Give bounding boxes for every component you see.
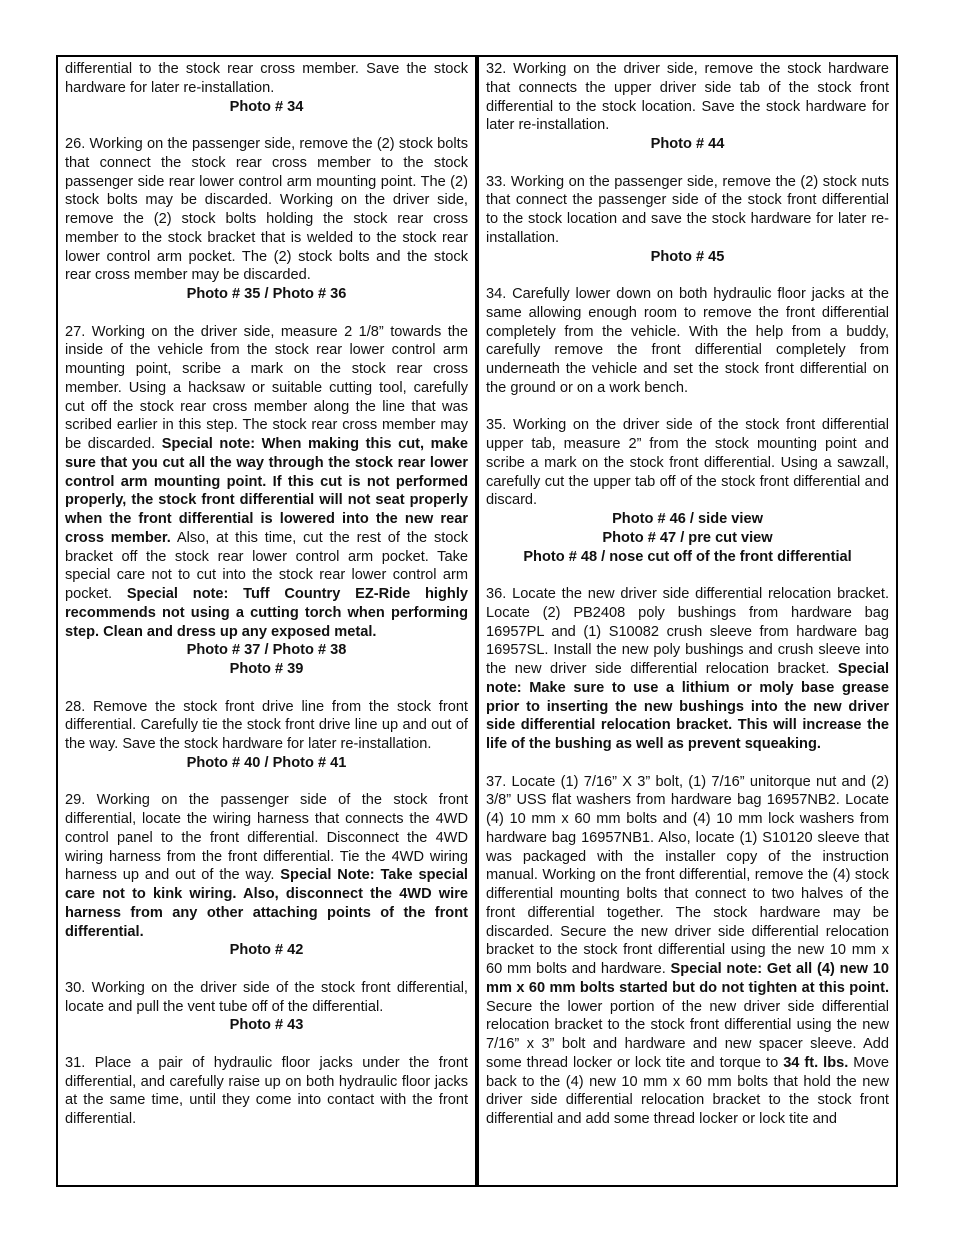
step-text: Secure the lower portion of the new driver side differential relocation bracket to the stock front differential using the new 7/16” x 3” bolt and hardware and new spacer sleeve. Add some thread locker or lock tite and torque to [486, 998, 889, 1071]
step-text: 30. Working on the driver side of the stock front differential, locate and pull the vent tube off of the differential. [65, 979, 468, 1015]
photo-label: Photo # 47 / pre cut view [602, 529, 773, 546]
step-36 [486, 585, 889, 754]
left-column [58, 57, 479, 1185]
photo-label: Photo # 46 / side view [612, 511, 763, 527]
photo-label: Photo # 48 / nose cut off of the front differential [523, 548, 852, 565]
step-text: 28. Remove the stock front drive line from the stock front differential. Carefully tie the stock front drive line up and out of the way. Save the stock hardware for later re-installation. [65, 698, 468, 752]
step-text: differential to the stock rear cross member. Save the stock hardware for later re-installation. [65, 61, 468, 96]
step-35 [486, 416, 889, 566]
photo-label: Photo # 39 [229, 661, 304, 677]
photo-label: Photo # 40 / Photo # 41 [186, 754, 347, 771]
step-text: 31. Place a pair of hydraulic floor jacks under the front differential, and carefully raise up on both hydraulic floor jacks at the same time, until they come into contact with the front differential. [65, 1054, 468, 1127]
photo-label: Photo # 34 [229, 98, 304, 115]
step-text: 26. Working on the passenger side, remove the (2) stock bolts that connect the stock rear cross member to the stock passenger side rear lower control arm mounting point. The (2) stock bolts may be discarded. Working on the driver side, remove the (2) stock bolts holding the stock rear cross member to the stock bracket that is welded to the stock rear lower control arm pocket. The (2) stock bolts and the stock rear cross member may be discarded. [65, 136, 468, 284]
photo-label: Photo # 43 [229, 1017, 304, 1034]
special-note: Special note: When making this cut, make sure that you cut all the way through the stock rear lower control arm mounting point. If this cut is not performed properly, the stock front differential will not seat properly when the front differential is lowered into the new rear cross member. [65, 436, 468, 546]
two-column-frame [56, 55, 898, 1187]
step-32 [486, 60, 889, 154]
photo-label: Photo # 37 / Photo # 38 [186, 642, 347, 659]
step-31 [65, 1054, 468, 1129]
special-note: Special note: Tuff Country EZ-Ride highly recommends not using a cutting torch when performing step. Clean and dress up any exposed metal. [65, 586, 468, 640]
step-text: 37. Locate (1) 7/16” X 3” bolt, (1) 7/16” unitorque nut and (2) 3/8” USS flat washers from hardware bag 16957NB2. Locate (4) 10 mm x 60 mm bolts and (4) 10 mm lock washers from hardware bag 16957NB1. Also, locate (1) S10120 sleeve that was packaged with the installer copy of the instruction manual. Working on the front differential, remove the (4) stock differential mounting bolts that connect to two halves of the front differential together. The stock hardware may be discarded. Secure the new driver side differential relocation bracket to the stock front differential using the new 10 mm x 60 mm bolts and hardware. [486, 773, 889, 977]
step-26 [65, 135, 468, 304]
step-text: 29. Working on the passenger side of the stock front differential, locate the wiring harness that connects the 4WD control panel to the front differential. Disconnect the 4WD wiring harness from the front differential. Tie the 4WD wiring harness up and out of the way. [65, 792, 468, 884]
step-text: Move back to the (4) new 10 mm x 60 mm bolts that hold the new driver side differential relocation bracket to the stock front differential and add some thread locker or lock tite and [486, 1054, 889, 1127]
photo-label: Photo # 45 [650, 248, 725, 265]
step-text: 33. Working on the passenger side, remove the (2) stock nuts that connect the passenger side of the stock front differential to the stock location and save the stock hardware for later re-installation. [486, 173, 889, 246]
special-note: Special Note: Take special care not to kink wiring. Also, disconnect the 4WD wire harness from any other attaching points of the front differential. [65, 867, 468, 940]
step-25-continued [65, 60, 468, 116]
step-text: 27. Working on the driver side, measure 2 1/8” towards the inside of the vehicle from the stock rear lower control arm mounting point, scribe a mark on the stock rear cross member. Using a hacksaw or suitable cutting tool, carefully cut off the stock rear cross member along the line that was scribed earlier in this step. The stock rear cross member may be discarded. [65, 323, 468, 452]
step-text: 36. Locate the new driver side differential relocation bracket. Locate (2) PB2408 poly bushings from hardware bag 16957PL and (1) S10082 crush sleeve from hardware bag 16957SL. Install the new poly bushings and crush sleeve into the new driver side differential relocation bracket. [486, 586, 889, 677]
torque-value: 34 ft. lbs. [783, 1054, 849, 1071]
special-note: Special note: Get all (4) new 10 mm x 60 mm bolts started but do not tighten at this point. [486, 961, 889, 996]
step-37 [486, 773, 889, 1129]
photo-label: Photo # 42 [229, 942, 304, 959]
step-text: 34. Carefully lower down on both hydraulic floor jacks at the same allowing enough room to remove the front differential completely from the vehicle. With the help from a buddy, carefully remove the front differential completely from underneath the vehicle and set the stock front differential on the ground or on a work bench. [486, 286, 889, 396]
step-29 [65, 791, 468, 960]
step-33 [486, 173, 889, 267]
step-34 [486, 285, 889, 398]
photo-label: Photo # 35 / Photo # 36 [186, 286, 347, 302]
step-28 [65, 698, 468, 773]
step-30 [65, 979, 468, 1035]
step-text: 35. Working on the driver side of the stock front differential upper tab, measure 2” from the stock mounting point and scribe a mark on the stock front differential. Using a sawzall, carefully cut the upper tab off of the stock front differential and discard. [486, 417, 889, 509]
step-text: Also, at this time, cut the rest of the stock bracket off the stock rear lower control arm pocket. Take special care not to cut into the stock rear lower control arm pocket. [65, 529, 469, 602]
step-text: 32. Working on the driver side, remove the stock hardware that connects the upper driver side tab of the stock front differential to the stock location. Save the stock hardware for later re-installation. [486, 61, 889, 134]
step-27 [65, 323, 468, 679]
special-note: Special note: Make sure to use a lithium or moly base grease prior to inserting the new bushings into the new driver side differential relocation bracket. This will increase the life of the bushing as well as prevent squeaking. [486, 661, 889, 752]
photo-label: Photo # 44 [650, 136, 725, 152]
right-column [479, 57, 896, 1185]
